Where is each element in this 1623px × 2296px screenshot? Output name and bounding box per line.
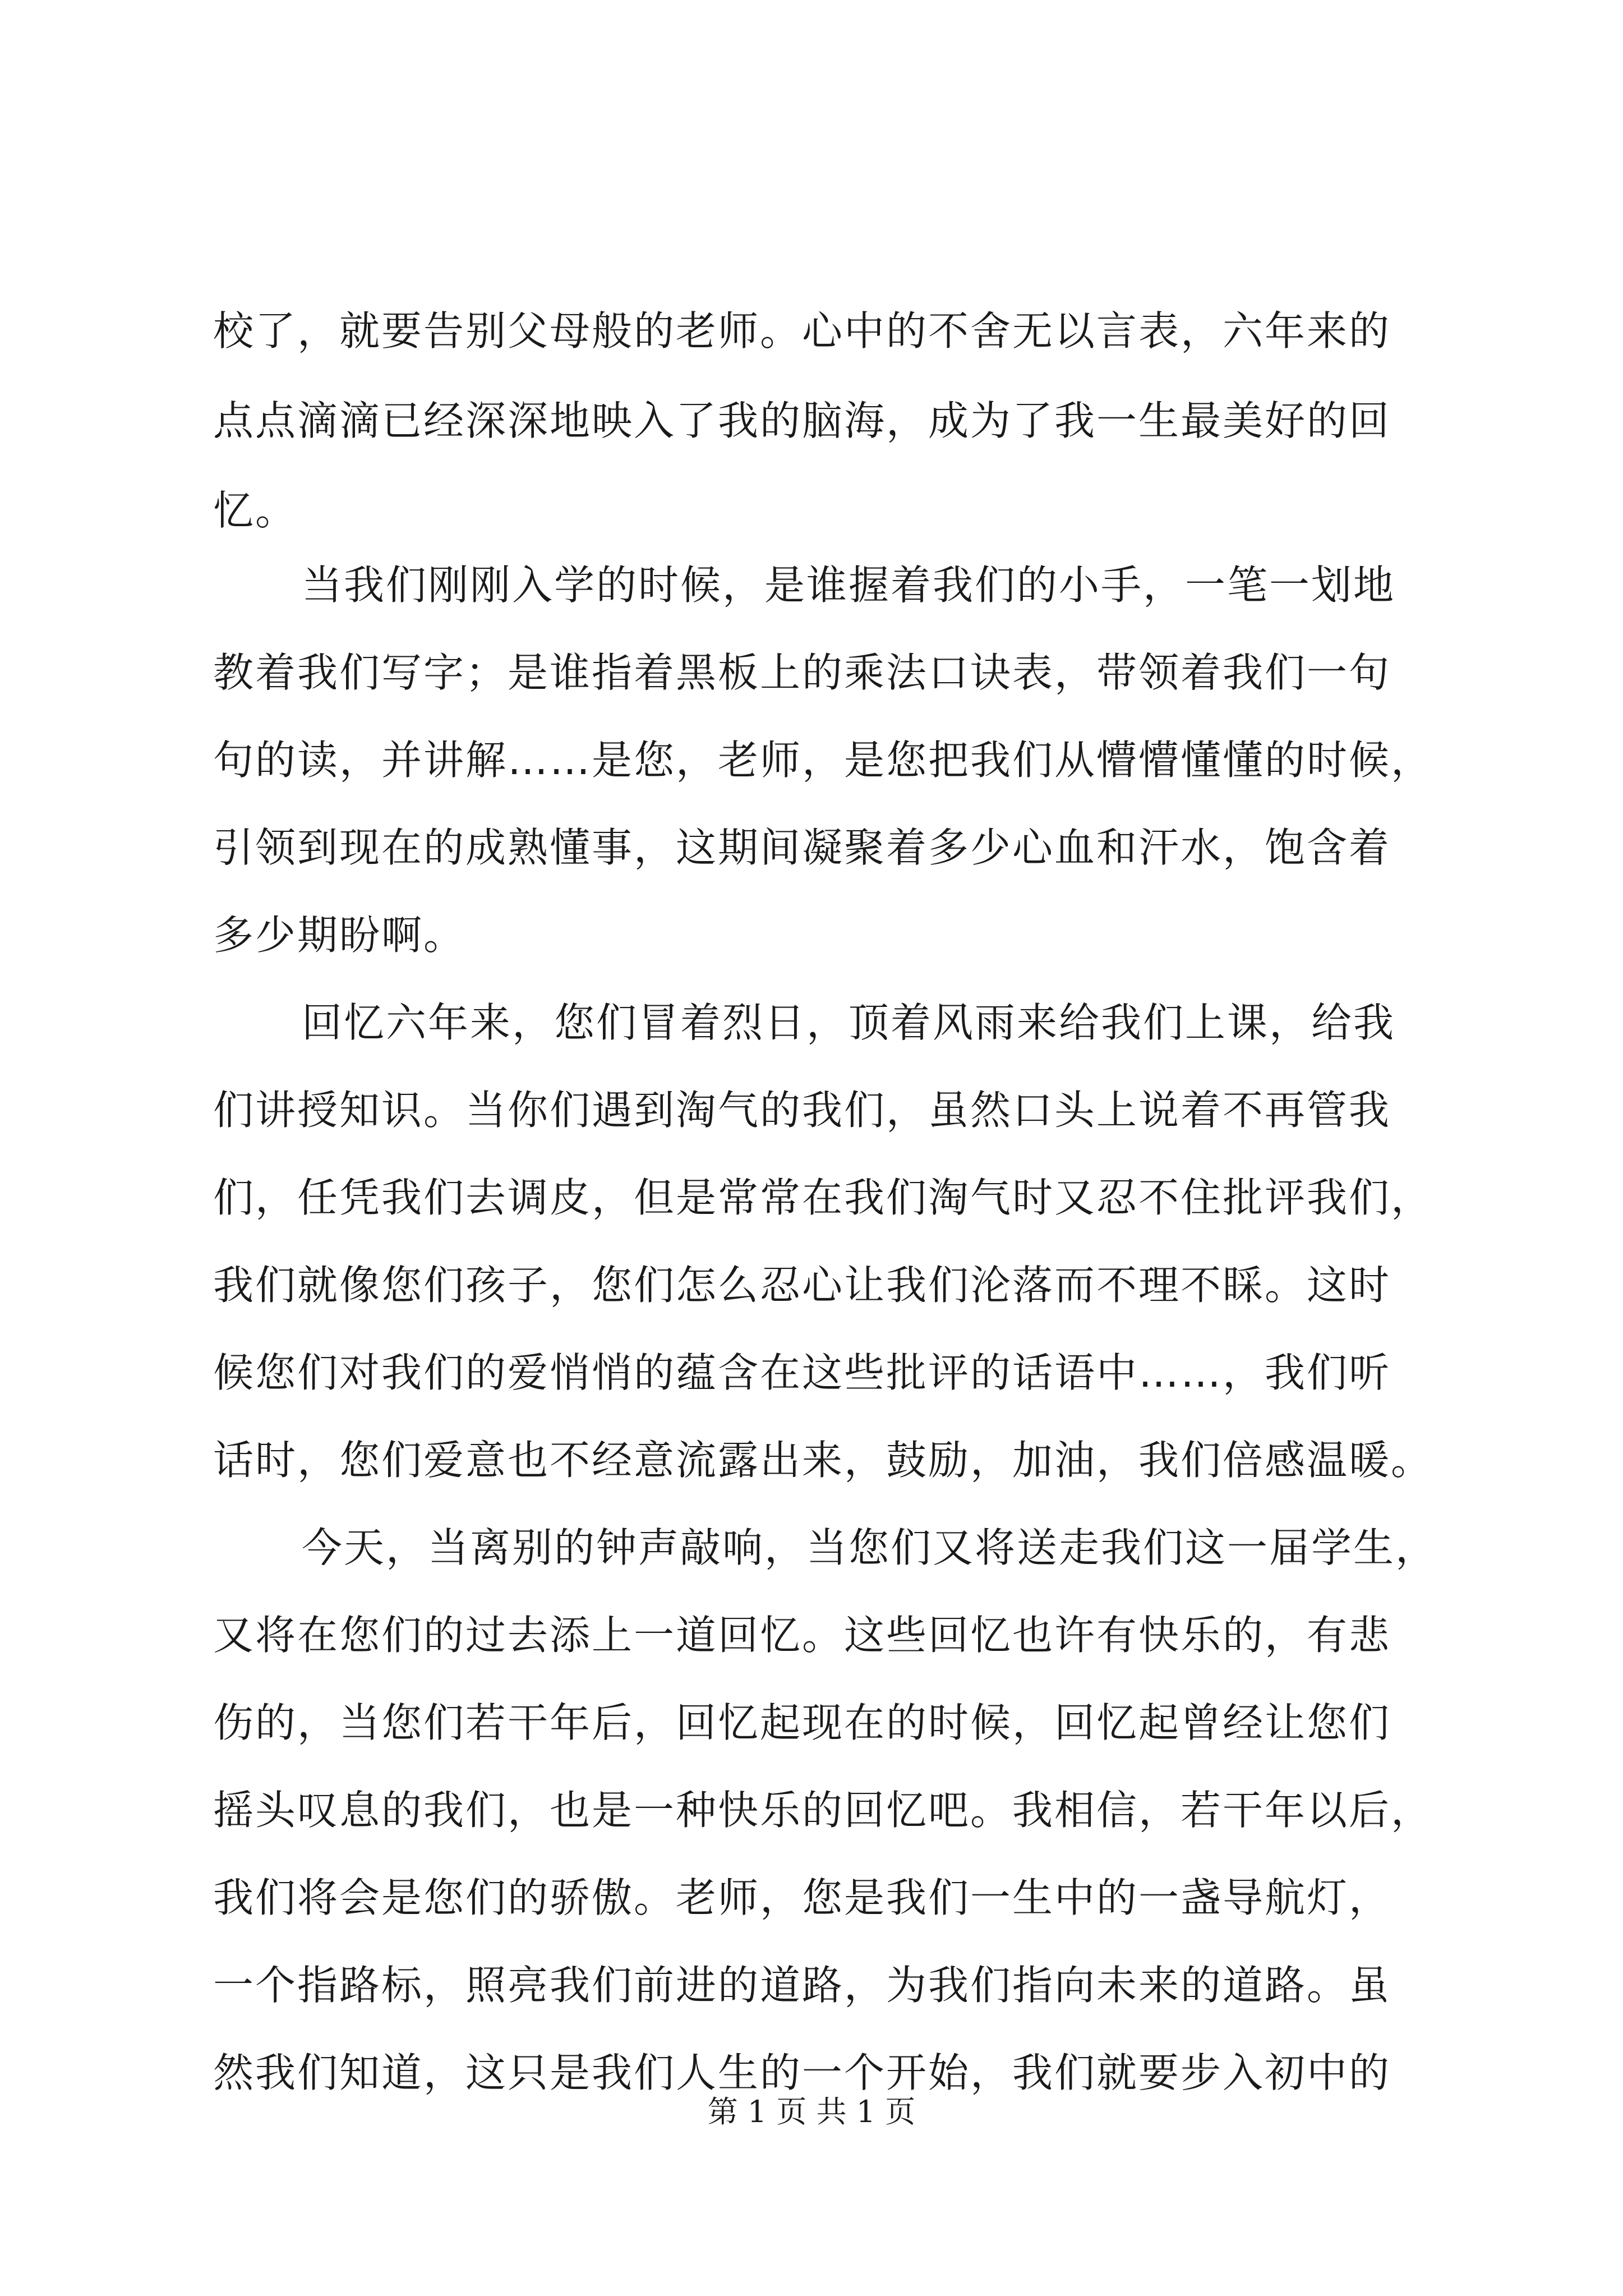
body-line: 们讲授知识。当你们遇到淘气的我们，虽然口头上说着不再管我: [213, 1087, 1391, 1134]
body-line: 摇头叹息的我们，也是一种快乐的回忆吧。我相信，若干年以后，: [213, 1787, 1433, 1834]
body-line: 教着我们写字；是谁指着黑板上的乘法口诀表，带领着我们一句: [213, 649, 1391, 696]
body-line: 校了，就要告别父母般的老师。心中的不舍无以言表，六年来的: [213, 307, 1391, 355]
body-line: 我们就像您们孩子，您们怎么忍心让我们沦落而不理不睬。这时: [213, 1262, 1391, 1309]
body-line: 忆。: [213, 487, 298, 534]
body-line: 多少期盼啊。: [213, 912, 466, 959]
body-line: 我们将会是您们的骄傲。老师，您是我们一生中的一盏导航灯，: [213, 1874, 1391, 1921]
body-line: 然我们知道，这只是我们人生的一个开始，我们就要步入初中的: [213, 2049, 1391, 2096]
body-line: 们，任凭我们去调皮，但是常常在我们淘气时又忍不住批评我们，: [213, 1174, 1433, 1221]
body-line: 回忆六年来，您们冒着烈日，顶着风雨来给我们上课，给我: [302, 999, 1396, 1046]
body-line: 当我们刚刚入学的时候，是谁握着我们的小手，一笔一划地: [302, 562, 1396, 609]
body-line: 话时，您们爱意也不经意流露出来，鼓励，加油，我们倍感温暖。: [213, 1437, 1433, 1484]
body-line: 引领到现在的成熟懂事，这期间凝聚着多少心血和汗水，饱含着: [213, 824, 1391, 871]
body-line: 点点滴滴已经深深地映入了我的脑海，成为了我一生最美好的回: [213, 397, 1391, 444]
body-line: 一个指路标，照亮我们前进的道路，为我们指向未来的道路。虽: [213, 1962, 1391, 2009]
page-footer: [0, 2092, 1623, 2132]
body-line: 伤的，当您们若干年后，回忆起现在的时候，回忆起曾经让您们: [213, 1699, 1391, 1746]
body-line: 候您们对我们的爱悄悄的蕴含在这些批评的话语中……，我们听: [213, 1349, 1391, 1396]
body-line: 今天，当离别的钟声敲响，当您们又将送走我们这一届学生，: [302, 1524, 1438, 1571]
page-number: 第 1 页 共 1 页: [707, 2094, 916, 2129]
body-line: 又将在您们的过去添上一道回忆。这些回忆也许有快乐的，有悲: [213, 1612, 1391, 1659]
body-line: 句的读，并讲解……是您，老师，是您把我们从懵懵懂懂的时候，: [213, 737, 1433, 784]
